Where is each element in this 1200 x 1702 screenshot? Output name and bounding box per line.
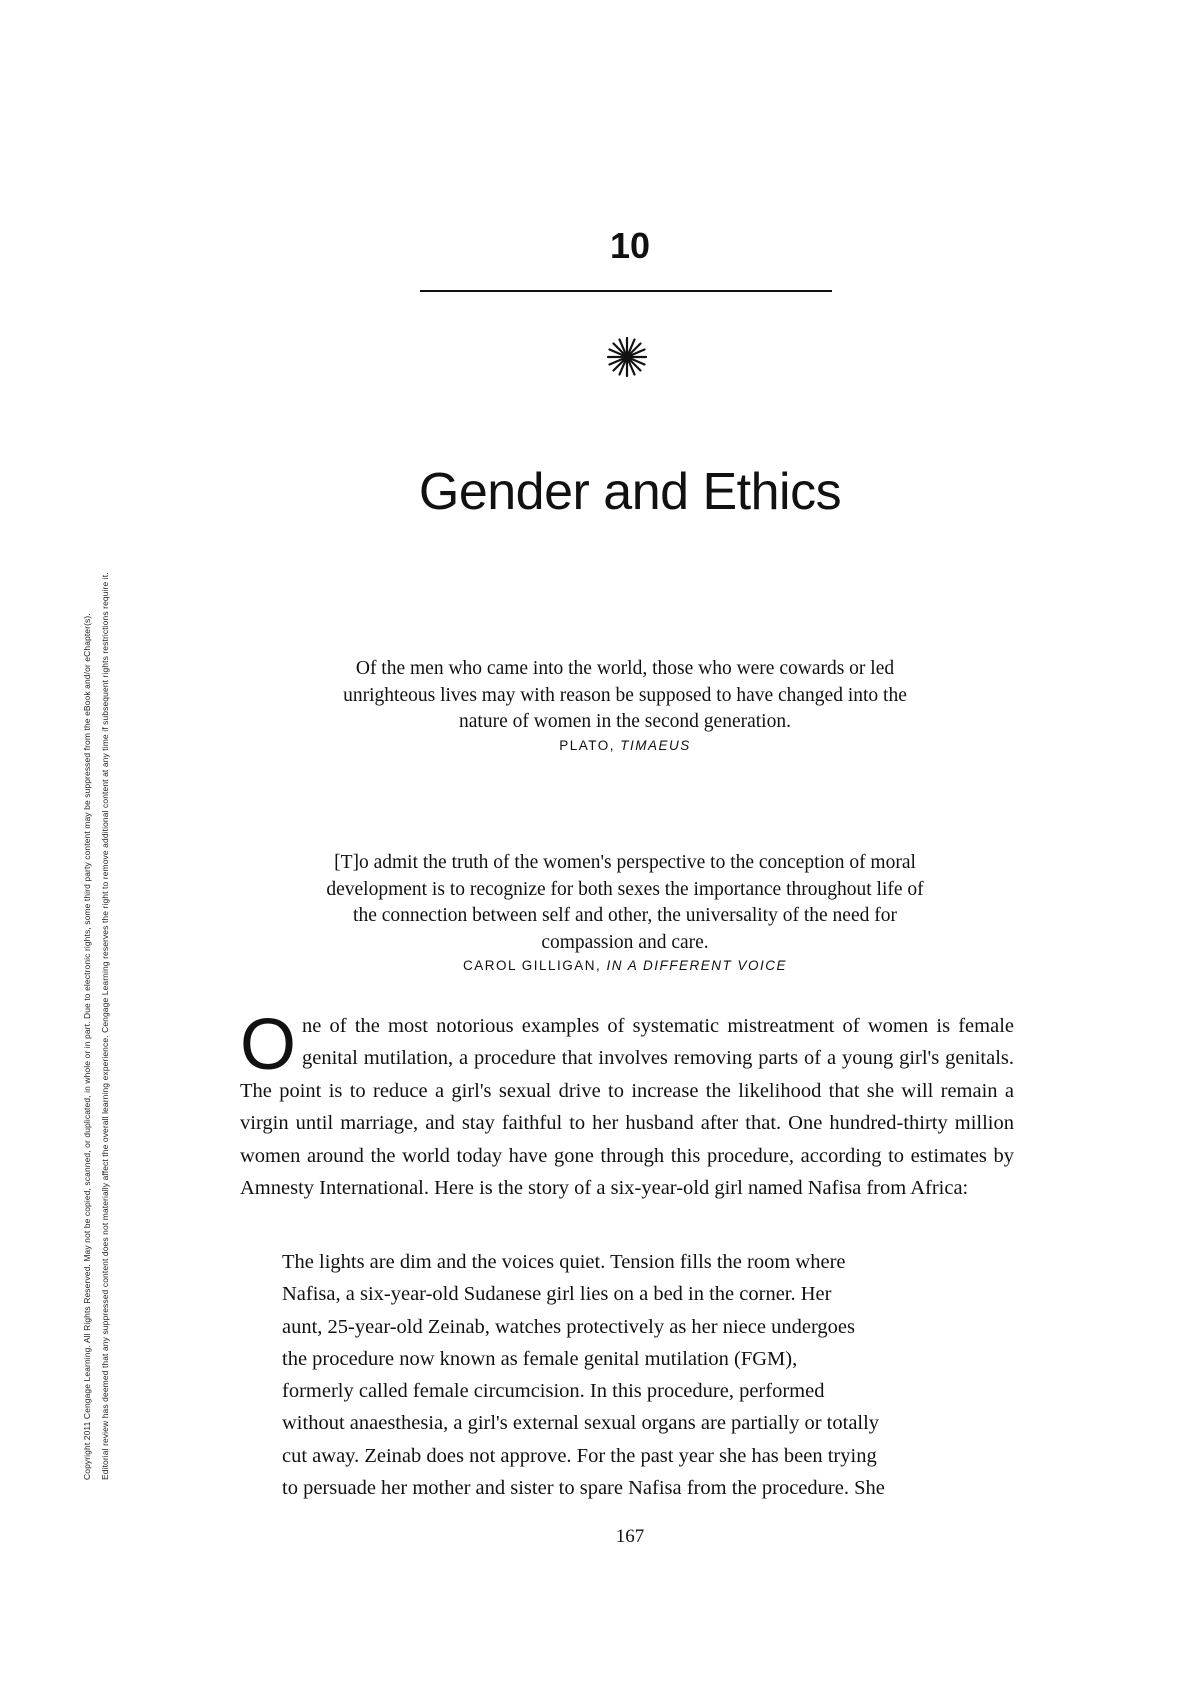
epigraph-1-author: PLATO, bbox=[559, 737, 621, 753]
copyright-line-1: Copyright 2011 Cengage Learning. All Rights Reserved. May not be copied, scanned, or duplicated, in whole or in part. Due to electronic rights, some third party content may be suppressed from the eBook and/or eChapter(s). bbox=[82, 613, 92, 1480]
block-quote-line: The lights are dim and the voices quiet. Tension fills the room where bbox=[282, 1251, 846, 1273]
epigraph-1 bbox=[318, 656, 932, 756]
epigraph-2-work: IN A DIFFERENT VOICE bbox=[606, 958, 788, 973]
epigraph-1-work: TIMAEUS bbox=[620, 737, 691, 753]
block-quote-line: aunt, 25-year-old Zeinab, watches protectively as her niece undergoes bbox=[282, 1315, 855, 1338]
chapter-title: Gender and Ethics bbox=[418, 463, 842, 521]
body-paragraph bbox=[240, 1005, 1014, 1204]
page-number: 167 bbox=[615, 1526, 645, 1547]
block-quote-line: the procedure now known as female genital mutilation (FGM), bbox=[282, 1347, 798, 1370]
block-quote bbox=[282, 1246, 972, 1504]
epigraph-2-text: [T]o admit the truth of the women's perspective to the conception of moral development is to recognize for both sexes the importance throughout life of the connection between self and other, the universality of the need for compassion and care. bbox=[326, 852, 924, 953]
block-quote-line: Nafisa, a six-year-old Sudanese girl lies on a bed in the corner. Her bbox=[282, 1283, 832, 1306]
copyright-line-2: Editorial review has deemed that any suppressed content does not materially affect the overall learning experience. Cengage Learning reserves the right to remove additional content at any time if subsequent rights restrictions require it. bbox=[100, 572, 110, 1480]
epigraph-1-attribution bbox=[318, 736, 932, 756]
epigraph-2 bbox=[318, 850, 932, 976]
epigraph-2-author: CAROL GILLIGAN, bbox=[462, 958, 607, 973]
epigraph-1-text: Of the men who came into the world, those who were cowards or led unrighteous lives may with reason be supposed to have changed into the nature of women in the second generation. bbox=[343, 658, 907, 732]
star-ornament-icon bbox=[605, 335, 649, 379]
epigraph-2-attribution bbox=[318, 956, 932, 976]
drop-cap: O bbox=[240, 1005, 297, 1085]
copyright-notice bbox=[78, 180, 114, 1480]
chapter-divider bbox=[420, 290, 832, 292]
block-quote-line: formerly called female circumcision. In this procedure, performed bbox=[282, 1380, 825, 1403]
block-quote-line: without anaesthesia, a girl's external sexual organs are partially or totally bbox=[282, 1412, 880, 1435]
block-quote-line: cut away. Zeinab does not approve. For the past year she has been trying bbox=[282, 1444, 877, 1467]
block-quote-line: to persuade her mother and sister to spare Nafisa from the procedure. She bbox=[282, 1477, 885, 1500]
chapter-number: 10 bbox=[609, 225, 651, 266]
body-paragraph-text: ne of the most notorious examples of systematic mistreatment of women is female genital mutilation, a procedure that involves removing parts of a young girl's genitals. The point is to reduce a girl's sexual drive to increase the likelihood that she will remain a virgin until marriage, and stay faithful to her husband after that. One hundred-thirty million women around the world today have gone through this procedure, according to estimates by Amnesty International. Here is the story of a six-year-old girl named Nafisa from Africa: bbox=[240, 1015, 1014, 1200]
